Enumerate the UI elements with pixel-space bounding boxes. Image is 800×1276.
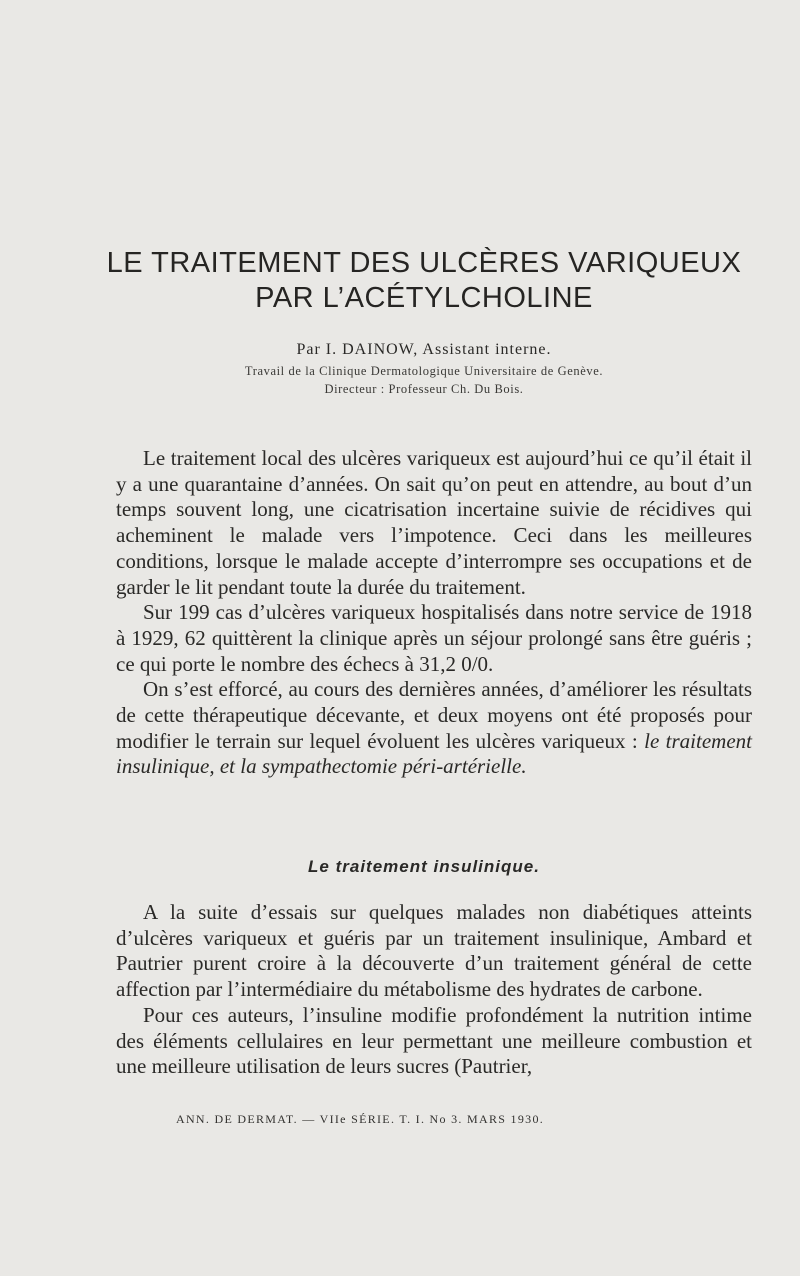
body-section-1 xyxy=(116,446,752,780)
article-title-line-2: PAR L’ACÉTYLCHOLINE xyxy=(255,282,593,314)
section-heading: Le traitement insulinique. xyxy=(308,857,540,876)
paragraph-1: Le traitement local des ulcères variqueux est aujourd’hui ce qu’il était il y a une quarantaine d’années. On sait qu’on peut en attendre, au bout d’un temps souvent long, une cicatrisation incertaine suivie de récidives qui acheminent le malade vers l’impotence. Ceci dans les meilleures conditions, lorsque le malade accepte d’interrompre ses occupations et de garder le lit pendant toute la durée du traitement. xyxy=(116,446,752,599)
body-section-2 xyxy=(116,900,752,1080)
journal-footer: ANN. DE DERMAT. — VIIe SÉRIE. T. I. No 3. MARS 1930. xyxy=(176,1112,545,1126)
director-line: Directeur : Professeur Ch. Du Bois. xyxy=(324,382,524,396)
author-byline: Par I. DAINOW, Assistant interne. xyxy=(296,341,552,358)
paragraph-3-text: On s’est efforcé, au cours des dernières années, d’améliorer les résultats de cette thérapeutique décevante, et deux moyens ont été proposés pour modifier le terrain sur lequel évoluent les ulcères variqueux : xyxy=(116,677,752,753)
article-title-line-1: LE TRAITEMENT DES ULCÈRES VARIQUEUX xyxy=(106,247,742,279)
paragraph-4: A la suite d’essais sur quelques malades non diabétiques atteints d’ulcères variqueux et guéris par un traitement insulinique, Ambard et Pautrier purent croire à la découverte d’un traitement général de cette affection par l’intermédiaire du métabolisme des hydrates de carbone. xyxy=(116,900,752,1002)
paragraph-5: Pour ces auteurs, l’insuline modifie profondément la nutrition intime des éléments cellulaires en leur permettant une meilleure combustion et une meilleure utilisation de leurs sucres (Pautrier, xyxy=(116,1002,752,1079)
paragraph-3 xyxy=(116,677,752,780)
affiliation: Travail de la Clinique Dermatologique Universitaire de Genève. xyxy=(244,364,604,378)
paragraph-2: Sur 199 cas d’ulcères variqueux hospitalisés dans notre service de 1918 à 1929, 62 quittèrent la clinique après un séjour prolongé sans être guéris ; ce qui porte le nombre des échecs à 31,2 0/0. xyxy=(116,600,752,676)
paragraph-3-italic: le traitement insulinique, et la sympathectomie péri-artérielle. xyxy=(116,728,752,779)
